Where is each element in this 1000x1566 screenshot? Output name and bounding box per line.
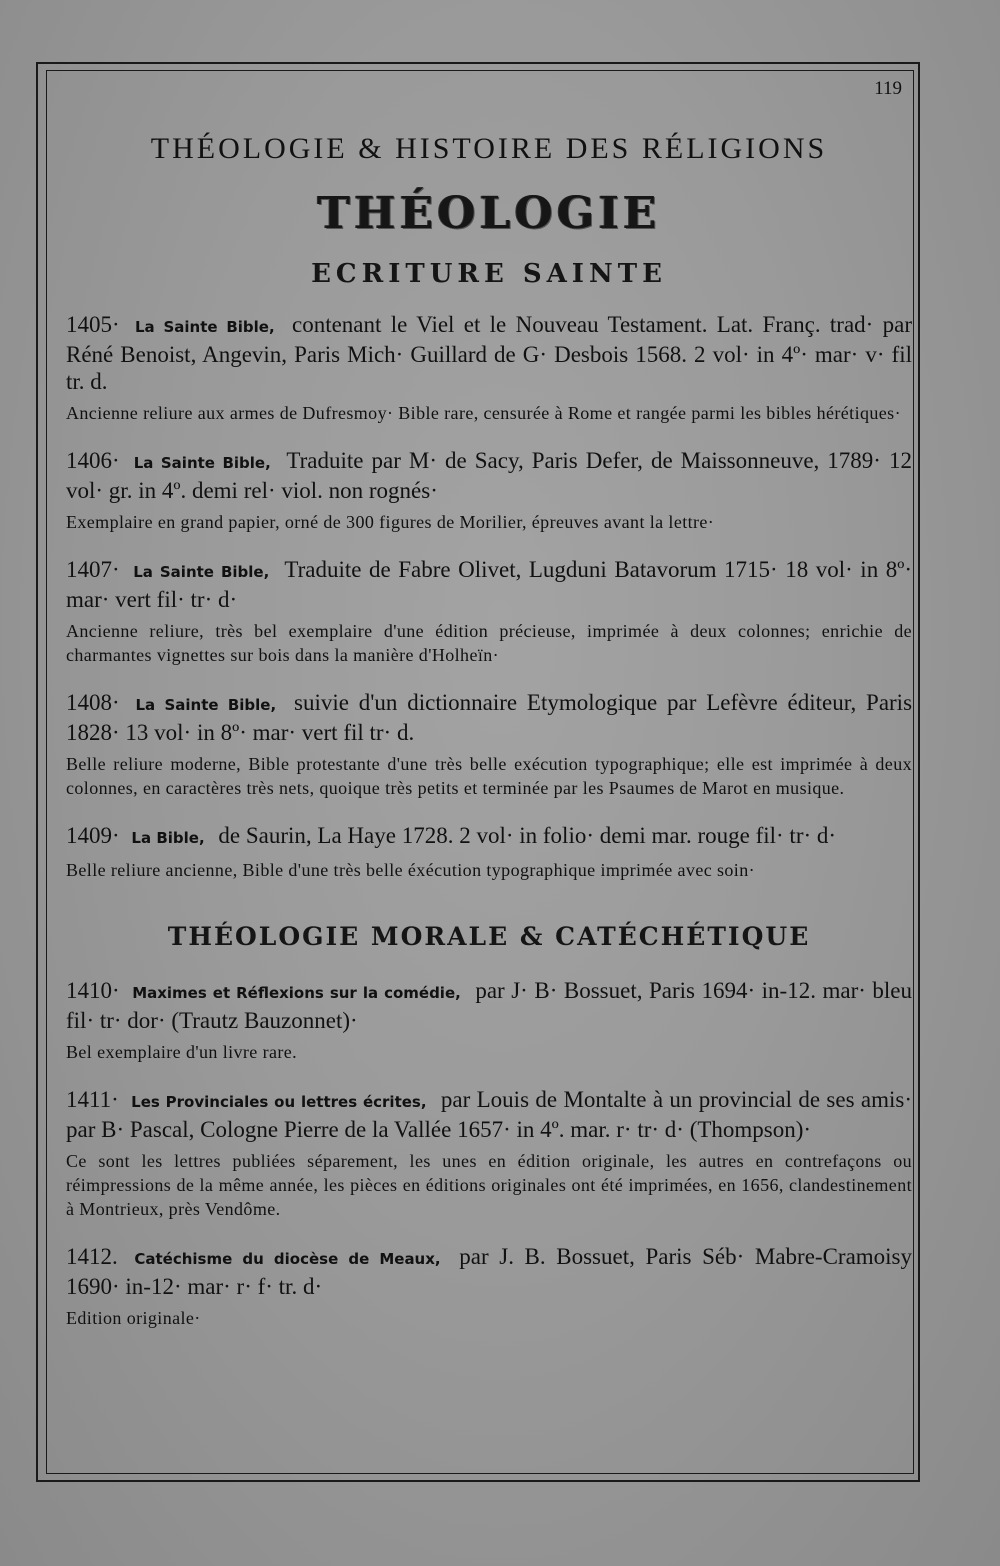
catalog-entry-1411 [66, 1086, 912, 1221]
entry-number: 1409· [66, 823, 120, 848]
entry-main-text [66, 556, 912, 613]
decorative-title: THÉOLOGIE [317, 188, 661, 239]
entry-title: Les Provinciales ou lettres écrites, [131, 1093, 427, 1111]
catalog-entry-1410 [66, 977, 912, 1064]
subsection-heading-ecriture-sainte: ECRITURE SAINTE [311, 259, 667, 289]
entry-number: 1412. [66, 1244, 118, 1269]
entry-number: 1410· [66, 978, 120, 1003]
entry-main-text [66, 1243, 912, 1300]
entry-description: par J. B. Bossuet, Paris Séb· Mabre-Cramoisy 1690· in-12· mar· r· f· tr. d· [66, 1244, 913, 1299]
catalog-entry-1412 [66, 1243, 912, 1330]
catalog-entry-1406 [66, 447, 912, 534]
entry-description: par Louis de Montalte à un provincial de ses amis· par B· Pascal, Cologne Pierre de la Vallée 1657· in 4º. mar. r· tr· d· (Thompson)· [66, 1087, 912, 1142]
entry-note: Exemplaire en grand papier, orné de 300 figures de Morilier, épreuves avant la lettre· [66, 512, 715, 532]
catalog-entry-1409 [66, 822, 912, 882]
entry-main-text [66, 689, 912, 746]
entry-main-text [66, 822, 912, 852]
entry-description: Traduite de Fabre Olivet, Lugduni Batavorum 1715· 18 vol· in 8º· mar· vert fil· tr· d· [66, 557, 912, 612]
entry-number: 1406· [66, 448, 120, 473]
catalog-entry-1408 [66, 689, 912, 800]
entry-note: Belle reliure moderne, Bible protestante d'une très belle exécution typographique; elle est imprimée à deux colonnes, en caractères très nets, quoique très petits et terminée par les Psaumes de Marot en musique. [66, 754, 912, 798]
entry-note: Belle reliure ancienne, Bible d'une très belle éxécution typographique imprimée avec soin· [66, 860, 756, 880]
entry-title: La Sainte Bible, [133, 454, 271, 472]
entry-number: 1407· [66, 557, 120, 582]
entry-title: Catéchisme du diocèse de Meaux, [134, 1250, 441, 1268]
subsection-heading-theologie-morale: THÉOLOGIE MORALE & CATÉCHÉTIQUE [167, 922, 811, 951]
entry-note: Ancienne reliure, très bel exemplaire d'une édition précieuse, imprimée à deux colonnes; enrichie de charmantes vignettes sur bois dans la manière d'Holheïn· [66, 621, 912, 665]
entry-description: contenant le Viel et le Nouveau Testament. Lat. Franç. trad· par Réné Benoist, Angevin, Paris Mich· Guillard de G· Desbois 1568. 2 vol· in 4º· mar· v· fil tr. d. [66, 312, 913, 394]
section-heading: THÉOLOGIE & HISTOIRE DES RÉLIGIONS [150, 132, 828, 165]
entry-title: La Bible, [131, 829, 205, 847]
entry-title: La Sainte Bible, [135, 318, 275, 336]
entry-note: Ancienne reliure aux armes de Dufresmoy· Bible rare, censurée à Rome et rangée parmi les bibles hérétiques· [66, 403, 901, 423]
entry-note: Bel exemplaire d'un livre rare. [66, 1042, 298, 1062]
entry-main-text [66, 447, 912, 504]
page-number: 119 [874, 78, 902, 99]
entry-note: Edition originale· [66, 1308, 201, 1328]
entry-number: 1411· [66, 1087, 119, 1112]
entry-number: 1405· [66, 312, 120, 337]
entry-description: par J· B· Bossuet, Paris 1694· in-12. mar· bleu fil· tr· dor· (Trautz Bauzonnet)· [66, 978, 912, 1033]
entry-main-text [66, 977, 912, 1034]
entry-main-text [66, 311, 912, 395]
entry-description: de Saurin, La Haye 1728. 2 vol· in folio· demi mar. rouge fil· tr· d· [218, 823, 837, 848]
entry-description: suivie d'un dictionnaire Etymologique par Lefèvre éditeur, Paris 1828· 13 vol· in 8º· mar· vert fil tr· d. [66, 690, 913, 745]
entry-note: Ce sont les lettres publiées séparement, les unes en édition originale, les autres en contrefaçons ou réimpressions de la même année, les pièces en éditions originales ont été imprimées, en 1656, clandestinement à Montrieux, près Vendôme. [66, 1151, 912, 1219]
entry-main-text [66, 1086, 912, 1143]
entry-number: 1408· [66, 690, 120, 715]
catalog-entry-1407 [66, 556, 912, 667]
catalog-entry-1405 [66, 311, 912, 425]
entry-title: Maximes et Réflexions sur la comédie, [132, 984, 461, 1002]
entry-title: La Sainte Bible, [135, 696, 277, 714]
entry-title: La Sainte Bible, [133, 563, 270, 581]
entry-description: Traduite par M· de Sacy, Paris Defer, de Maissonneuve, 1789· 12 vol· gr. in 4º. demi rel· viol. non rognés· [66, 448, 912, 503]
catalog-page [66, 72, 912, 1330]
